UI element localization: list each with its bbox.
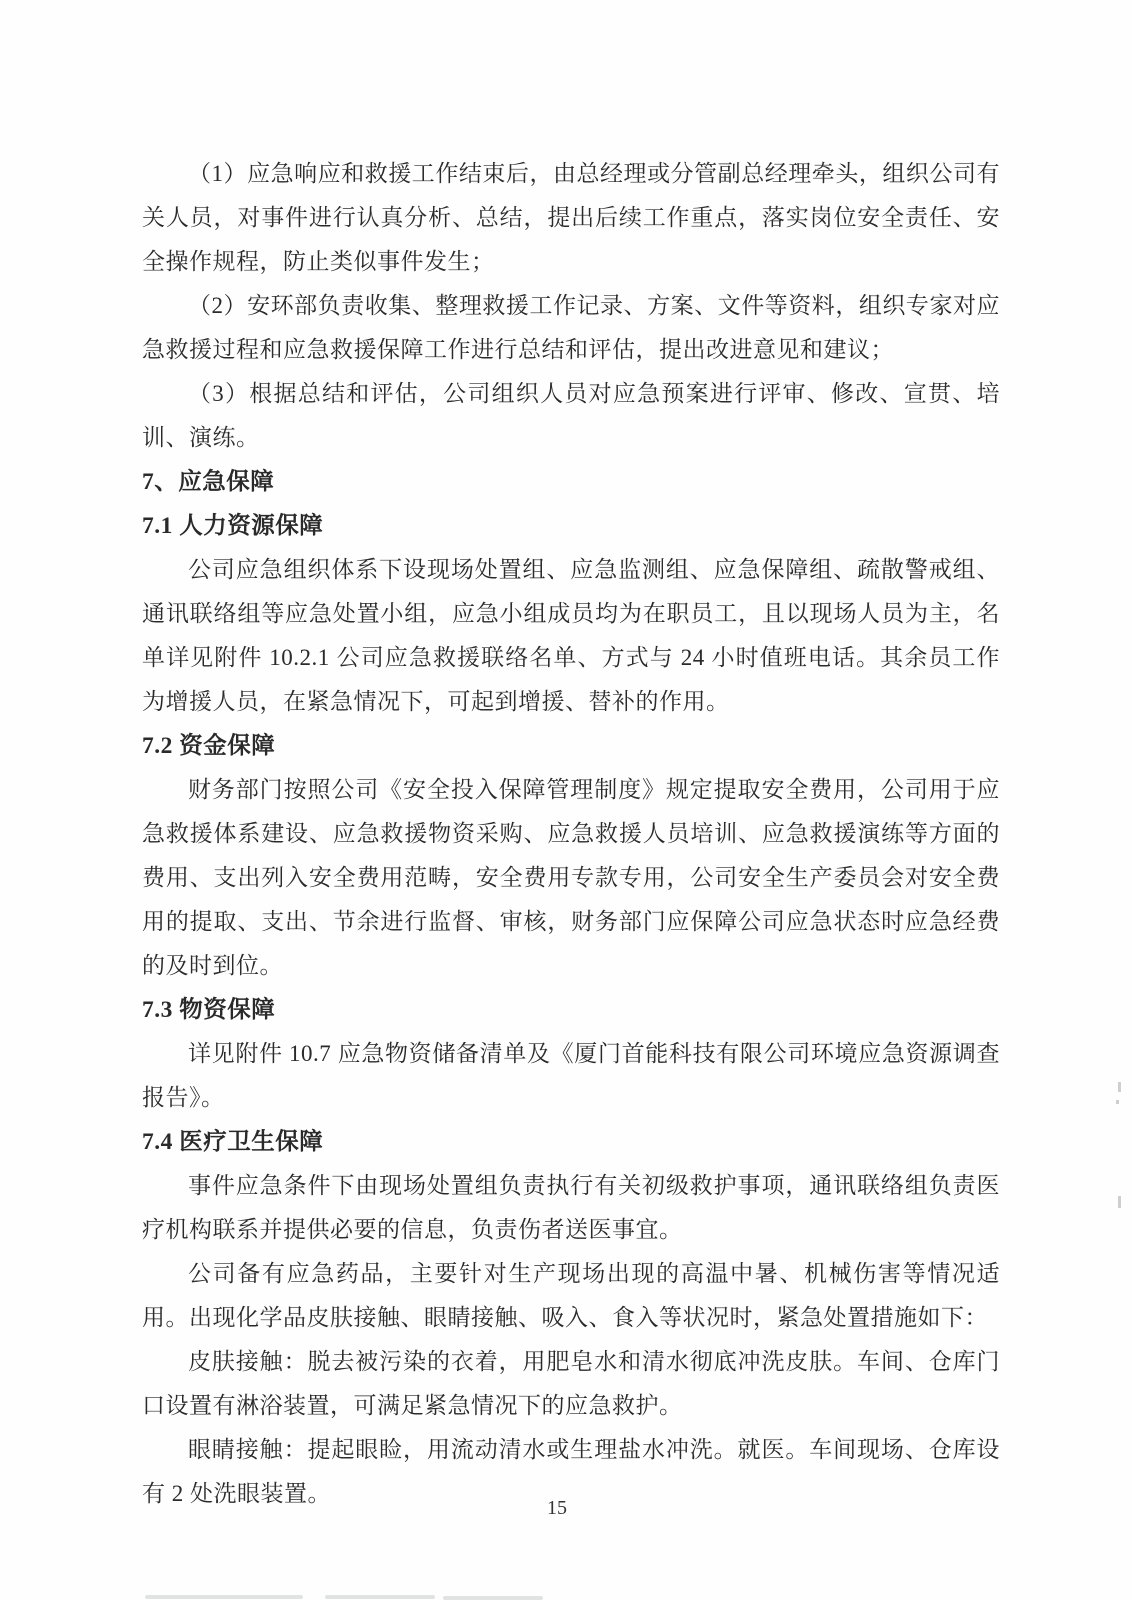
paragraph-skin-contact: 皮肤接触：脱去被污染的衣着，用肥皂水和清水彻底冲洗皮肤。车间、仓库门口设置有淋浴装置，可满足紧急情况下的应急救护。 xyxy=(142,1349,1000,1418)
paragraph-emergency-response-summary-3: （3）根据总结和评估，公司组织人员对应急预案进行评审、修改、宣贯、培训、演练。 xyxy=(142,381,1000,450)
paragraph-funding: 财务部门按照公司《安全投入保障管理制度》规定提取安全费用，公司用于应急救援体系建设、应急救援物资采购、应急救援人员培训、应急救援演练等方面的费用、支出列入安全费用范畴，安全费用专款专用，公司安全生产委员会对安全费用的提取、支出、节余进行监督、审核，财务部门应保障公司应急状态时应急经费的及时到位。 xyxy=(142,777,1000,978)
scan-artifact-speck-2 xyxy=(1116,1100,1119,1104)
document-content xyxy=(142,152,1000,1516)
scan-artifact-bottom-3 xyxy=(443,1596,543,1600)
scan-artifact-bottom-1 xyxy=(145,1595,303,1599)
paragraph-materials: 详见附件 10.7 应急物资储备清单及《厦门首能科技有限公司环境应急资源调查报告》。 xyxy=(142,1041,1000,1110)
paragraph-human-resources: 公司应急组织体系下设现场处置组、应急监测组、应急保障组、疏散警戒组、通讯联络组等应急处置小组，应急小组成员均为在职员工，且以现场人员为主，名单详见附件 10.2.1 公司应急救援联络名单、方式与 24 小时值班电话。其余员工作为增援人员，在紧急情况下，可起到增援、替补的作用。 xyxy=(142,557,1000,714)
heading-section-7-4: 7.4 医疗卫生保障 xyxy=(142,1129,324,1155)
scan-artifact-bottom-2 xyxy=(325,1595,435,1599)
paragraph-medical-2: 公司备有应急药品，主要针对生产现场出现的高温中暑、机械伤害等情况适用。出现化学品皮肤接触、眼睛接触、吸入、食入等状况时，紧急处置措施如下： xyxy=(142,1261,1000,1330)
paragraph-emergency-response-summary-1: （1）应急响应和救援工作结束后，由总经理或分管副总经理牵头，组织公司有关人员，对事件进行认真分析、总结，提出后续工作重点，落实岗位安全责任、安全操作规程，防止类似事件发生； xyxy=(142,161,1000,274)
scan-artifact-speck-3 xyxy=(1118,1196,1121,1208)
scan-artifact-speck-1 xyxy=(1118,1082,1121,1092)
heading-section-7-2: 7.2 资金保障 xyxy=(142,733,276,759)
page-number: 15 xyxy=(547,1497,567,1519)
paragraph-emergency-response-summary-2: （2）安环部负责收集、整理救援工作记录、方案、文件等资料，组织专家对应急救援过程和应急救援保障工作进行总结和评估，提出改进意见和建议； xyxy=(142,293,1000,362)
paragraph-medical-1: 事件应急条件下由现场处置组负责执行有关初级救护事项，通讯联络组负责医疗机构联系并提供必要的信息，负责伤者送医事宜。 xyxy=(142,1173,1000,1242)
heading-section-7-3: 7.3 物资保障 xyxy=(142,997,276,1023)
heading-section-7-1: 7.1 人力资源保障 xyxy=(142,513,324,539)
paragraph-eye-contact: 眼睛接触：提起眼睑，用流动清水或生理盐水冲洗。就医。车间现场、仓库设有 2 处洗眼装置。 xyxy=(142,1437,1000,1506)
heading-section-7: 7、应急保障 xyxy=(142,469,275,495)
